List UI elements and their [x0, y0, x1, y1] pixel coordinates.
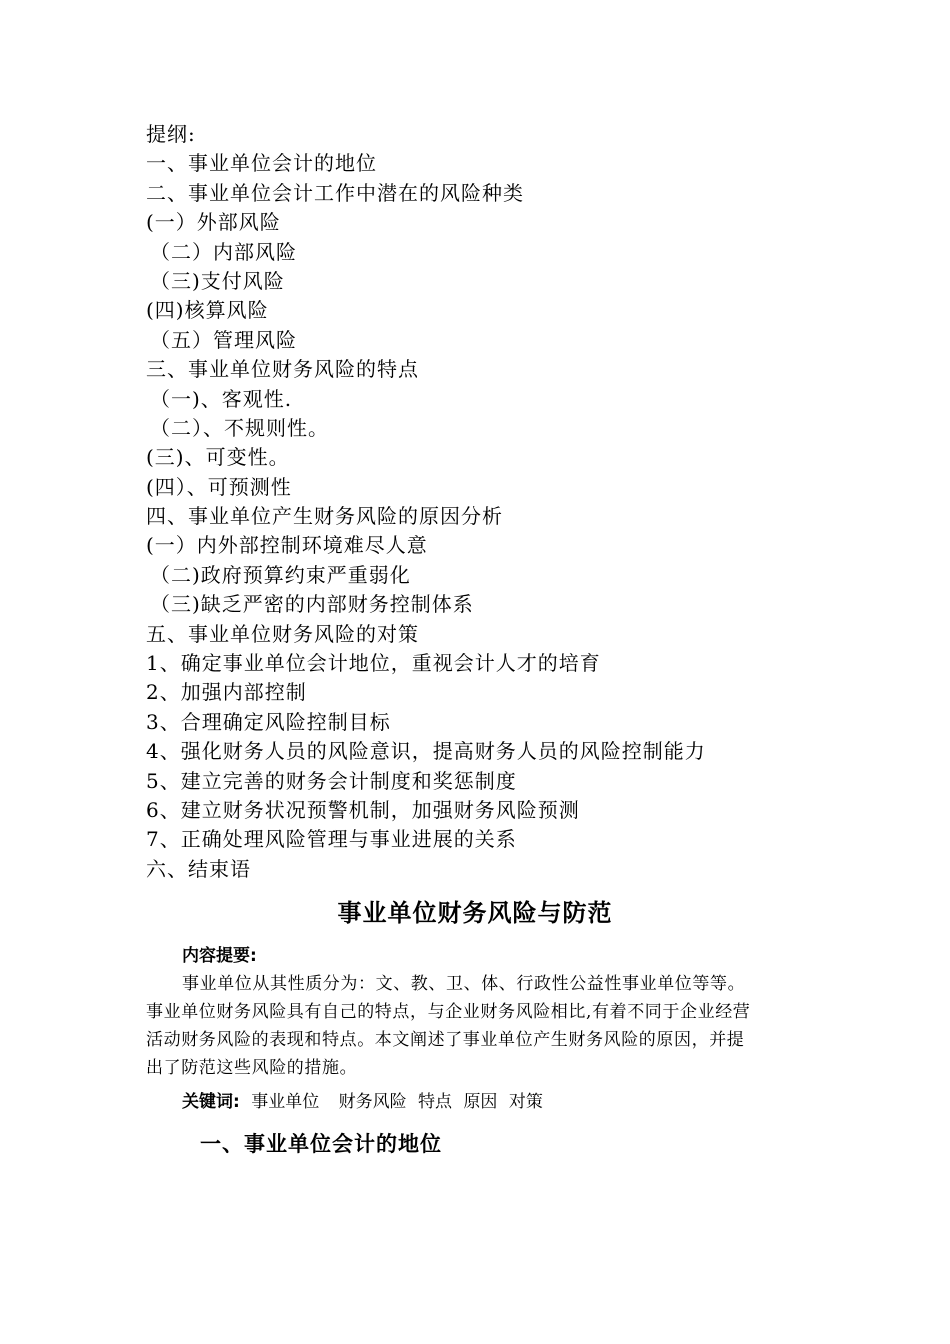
outline-item: 五、事业单位财务风险的对策: [146, 621, 419, 646]
outline-item: （二)政府预算约束严重弱化: [150, 562, 411, 587]
outline-item: 2、加强内部控制: [146, 680, 307, 705]
outline-item: (一）内外部控制环境难尽人意: [146, 533, 428, 558]
outline-label: 提纲:: [146, 122, 196, 146]
outline-section: [146, 120, 846, 884]
outline-item: （三)缺乏严密的内部财务控制体系: [150, 592, 474, 617]
outline-item: 1、确定事业单位会计地位，重视会计人才的培育: [146, 651, 601, 676]
outline-item: 四、事业单位产生财务风险的原因分析: [146, 504, 503, 529]
outline-item: 二、事业单位会计工作中潜在的风险种类: [146, 180, 524, 205]
keyword: 特点: [418, 1092, 453, 1112]
keyword: 对策: [508, 1092, 543, 1112]
outline-item: (四）、可预测性: [146, 474, 292, 499]
outline-item: 3、合理确定风险控制目标: [146, 709, 391, 734]
keywords-label: 关键词:: [182, 1092, 240, 1112]
outline-item: （五）管理风险: [150, 327, 297, 352]
outline-item: 一、事业单位会计的地位: [146, 151, 377, 176]
outline-item: （二）、不规则性。: [150, 415, 329, 440]
abstract-line: 出了防范这些风险的措施。: [146, 1058, 358, 1078]
outline-item: 4、强化财务人员的风险意识，提高财务人员的风险控制能力: [146, 739, 706, 764]
outline-item: (四)核算风险: [146, 298, 269, 323]
keyword: 财务风险: [338, 1092, 407, 1112]
abstract-line: 活动财务风险的表现和特点。本文阐述了事业单位产生财务风险的原因，并提: [146, 1030, 745, 1050]
outline-item: 三、事业单位财务风险的特点: [146, 357, 419, 382]
outline-item: （一)、客观性.: [150, 386, 293, 411]
outline-item: 7、正确处理风险管理与事业进展的关系: [146, 827, 517, 852]
outline-item: 5、建立完善的财务会计制度和奖惩制度: [146, 768, 517, 793]
abstract-line: 事业单位从其性质分为：文、教、卫、体、行政性公益性事业单位等等。: [182, 974, 746, 994]
outline-item: 6、建立财务状况预警机制，加强财务风险预测: [146, 797, 580, 822]
outline-item: （二）内部风险: [150, 239, 297, 264]
keyword: 原因: [463, 1092, 498, 1112]
keywords-line: [182, 1088, 543, 1116]
abstract-line: 事业单位财务风险具有自己的特点，与企业财务风险相比,有着不同于企业经营: [146, 1002, 751, 1022]
abstract-section: [146, 942, 806, 1082]
keyword: 事业单位: [251, 1092, 320, 1112]
outline-item: (三)、可变性。: [146, 445, 290, 470]
outline-item: 六、结束语: [146, 856, 251, 881]
outline-item: (一）外部风险: [146, 210, 281, 235]
outline-item: （三)支付风险: [150, 268, 285, 293]
abstract-label: 内容提要:: [182, 946, 257, 966]
section-heading: 一、事业单位会计的地位: [200, 1132, 442, 1156]
document-title: 事业单位财务风险与防范: [337, 899, 613, 927]
